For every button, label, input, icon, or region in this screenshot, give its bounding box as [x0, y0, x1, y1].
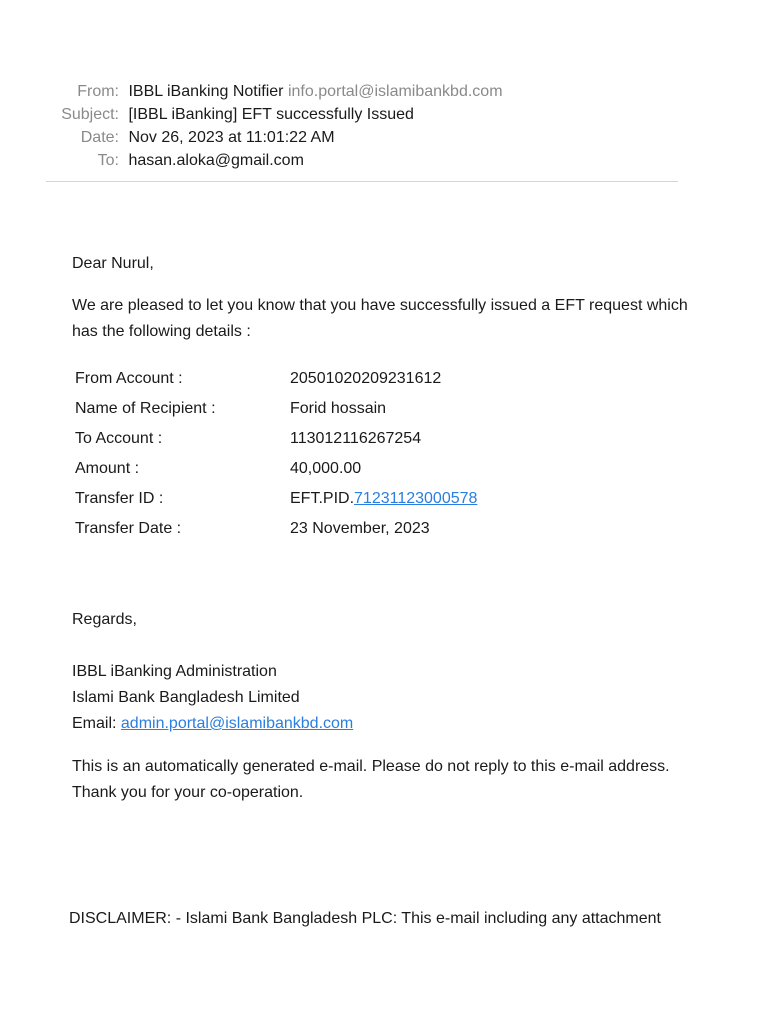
- from-row: [0, 80, 768, 103]
- disclaimer: DISCLAIMER: - Islami Bank Bangladesh PLC: This e-mail including any attachment: [69, 910, 661, 927]
- date-text: Nov 26, 2023 at 11:01:22 AM: [128, 129, 335, 146]
- transfer-id-link[interactable]: 71231123000578: [354, 490, 478, 507]
- detail-value: Forid hossain: [290, 400, 387, 417]
- header-divider: [46, 181, 678, 182]
- signature-block: [72, 659, 353, 737]
- detail-label: From Account :: [75, 370, 183, 387]
- greeting: Dear Nurul,: [72, 255, 154, 272]
- intro-paragraph: We are pleased to let you know that you have successfully issued a EFT request which has the following details :: [72, 297, 688, 340]
- sender-email[interactable]: info.portal@islamibankbd.com: [287, 83, 503, 100]
- detail-label: Transfer ID :: [75, 490, 164, 507]
- sender-name[interactable]: IBBL iBanking Notifier: [128, 83, 284, 100]
- subject-row: [0, 103, 768, 126]
- to-label: To:: [97, 152, 119, 169]
- detail-label: Transfer Date :: [75, 520, 182, 537]
- transfer-id-prefix: EFT.PID.: [290, 490, 355, 507]
- email-label: Email:: [72, 715, 117, 732]
- regards: Regards,: [72, 611, 137, 628]
- table-row: [75, 514, 477, 544]
- detail-label: Name of Recipient :: [75, 400, 216, 417]
- to-row: [0, 149, 768, 172]
- detail-value: 23 November, 2023: [290, 520, 430, 537]
- from-label: From:: [77, 83, 119, 100]
- detail-label: Amount :: [75, 460, 140, 477]
- subject-label: Subject:: [61, 106, 119, 123]
- signature-email-line: [72, 711, 353, 737]
- auto-note-line-2: Thank you for your co-operation.: [72, 784, 304, 801]
- date-label: Date:: [80, 129, 119, 146]
- table-row: [75, 454, 477, 484]
- table-row: [75, 394, 477, 424]
- recipient-email[interactable]: hasan.aloka@gmail.com: [128, 152, 304, 169]
- admin-email-link[interactable]: admin.portal@islamibankbd.com: [120, 715, 354, 732]
- signature-line-1: IBBL iBanking Administration: [72, 663, 277, 680]
- signature-line-2: Islami Bank Bangladesh Limited: [72, 689, 300, 706]
- auto-note-line-1: This is an automatically generated e-mail. Please do not reply to this e-mail address.: [72, 758, 670, 775]
- detail-label: To Account :: [75, 430, 163, 447]
- detail-value: 40,000.00: [290, 460, 362, 477]
- table-row: [75, 364, 477, 394]
- transfer-details-table: [75, 364, 477, 544]
- detail-value: 20501020209231612: [290, 370, 442, 387]
- email-header: [0, 80, 768, 172]
- date-row: [0, 126, 768, 149]
- table-row: [75, 484, 477, 514]
- subject-text: [IBBL iBanking] EFT successfully Issued: [128, 106, 414, 123]
- detail-value: 113012116267254: [290, 430, 422, 447]
- transfer-id-value: [290, 484, 477, 514]
- table-row: [75, 424, 477, 454]
- auto-generated-note: [72, 754, 732, 806]
